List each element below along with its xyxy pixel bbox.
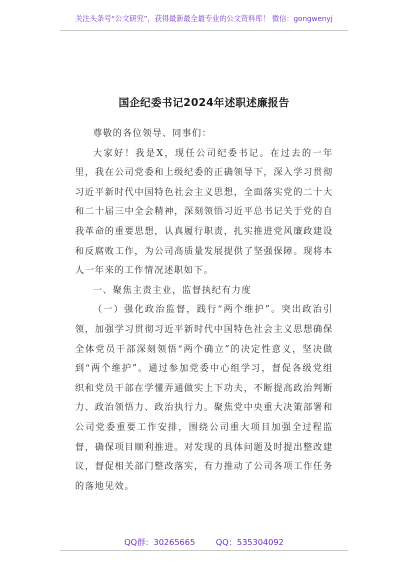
document-title: 国企纪委书记2024年述职述廉报告	[118, 97, 290, 109]
header-promo-note: 关注头条号“公文研究”，获得最新最全最专业的公文资料库！ 微信：gongwenyj	[75, 14, 333, 23]
footer-divider	[60, 550, 348, 551]
footer-qq-group: QQ群：30265665	[124, 537, 196, 547]
section-heading-1: 一、聚焦主责主业，监督执纪有力度	[93, 285, 252, 296]
paragraph-section-1-1: （一）强化政治监督，践行“两个维护”。突出政治引领，加强学习贯彻习近平新时代中国特色社会主义思想确保全体党员干部深刻领悟“两个确立”的决定性意义，坚决做到“两个维护”。通过参加党委中心组学习，督促各级党组织和党员干部在学懂弄通做实上下功夫，不断提高政治判断力、政治领悟力、政治执行力。聚焦党中央重大决策部署和公司党委重要工作安排，围绕公司重大项目加强全过程监督，确保项目顺利推进。对发现的具体问题及时提出整改建议，督促相关部门整改落实，有力推动了公司各项工作任务的落地见效。	[75, 305, 333, 492]
header-divider	[60, 30, 348, 31]
salutation: 尊敬的各位领导、同事们：	[93, 129, 212, 139]
paragraph-intro: 大家好！我是X，现任公司纪委书记。在过去的一年里，我在公司党委和上级纪委的正确领导下，深入学习贯彻习近平新时代中国特色社会主义思想，全面落实党的二十大和二十届三中全会精神，深刻领悟习近平总书记关于党的自我革命的重要思想，认真履行职责，扎实推进党风廉政建设和反腐败工作，为公司高质量发展提供了坚强保障。现将本人一年来的工作情况述职如下。	[75, 148, 333, 277]
footer-qq-number: QQ：535304092	[215, 537, 284, 547]
document-body	[75, 112, 333, 497]
footer-contact	[0, 537, 408, 548]
